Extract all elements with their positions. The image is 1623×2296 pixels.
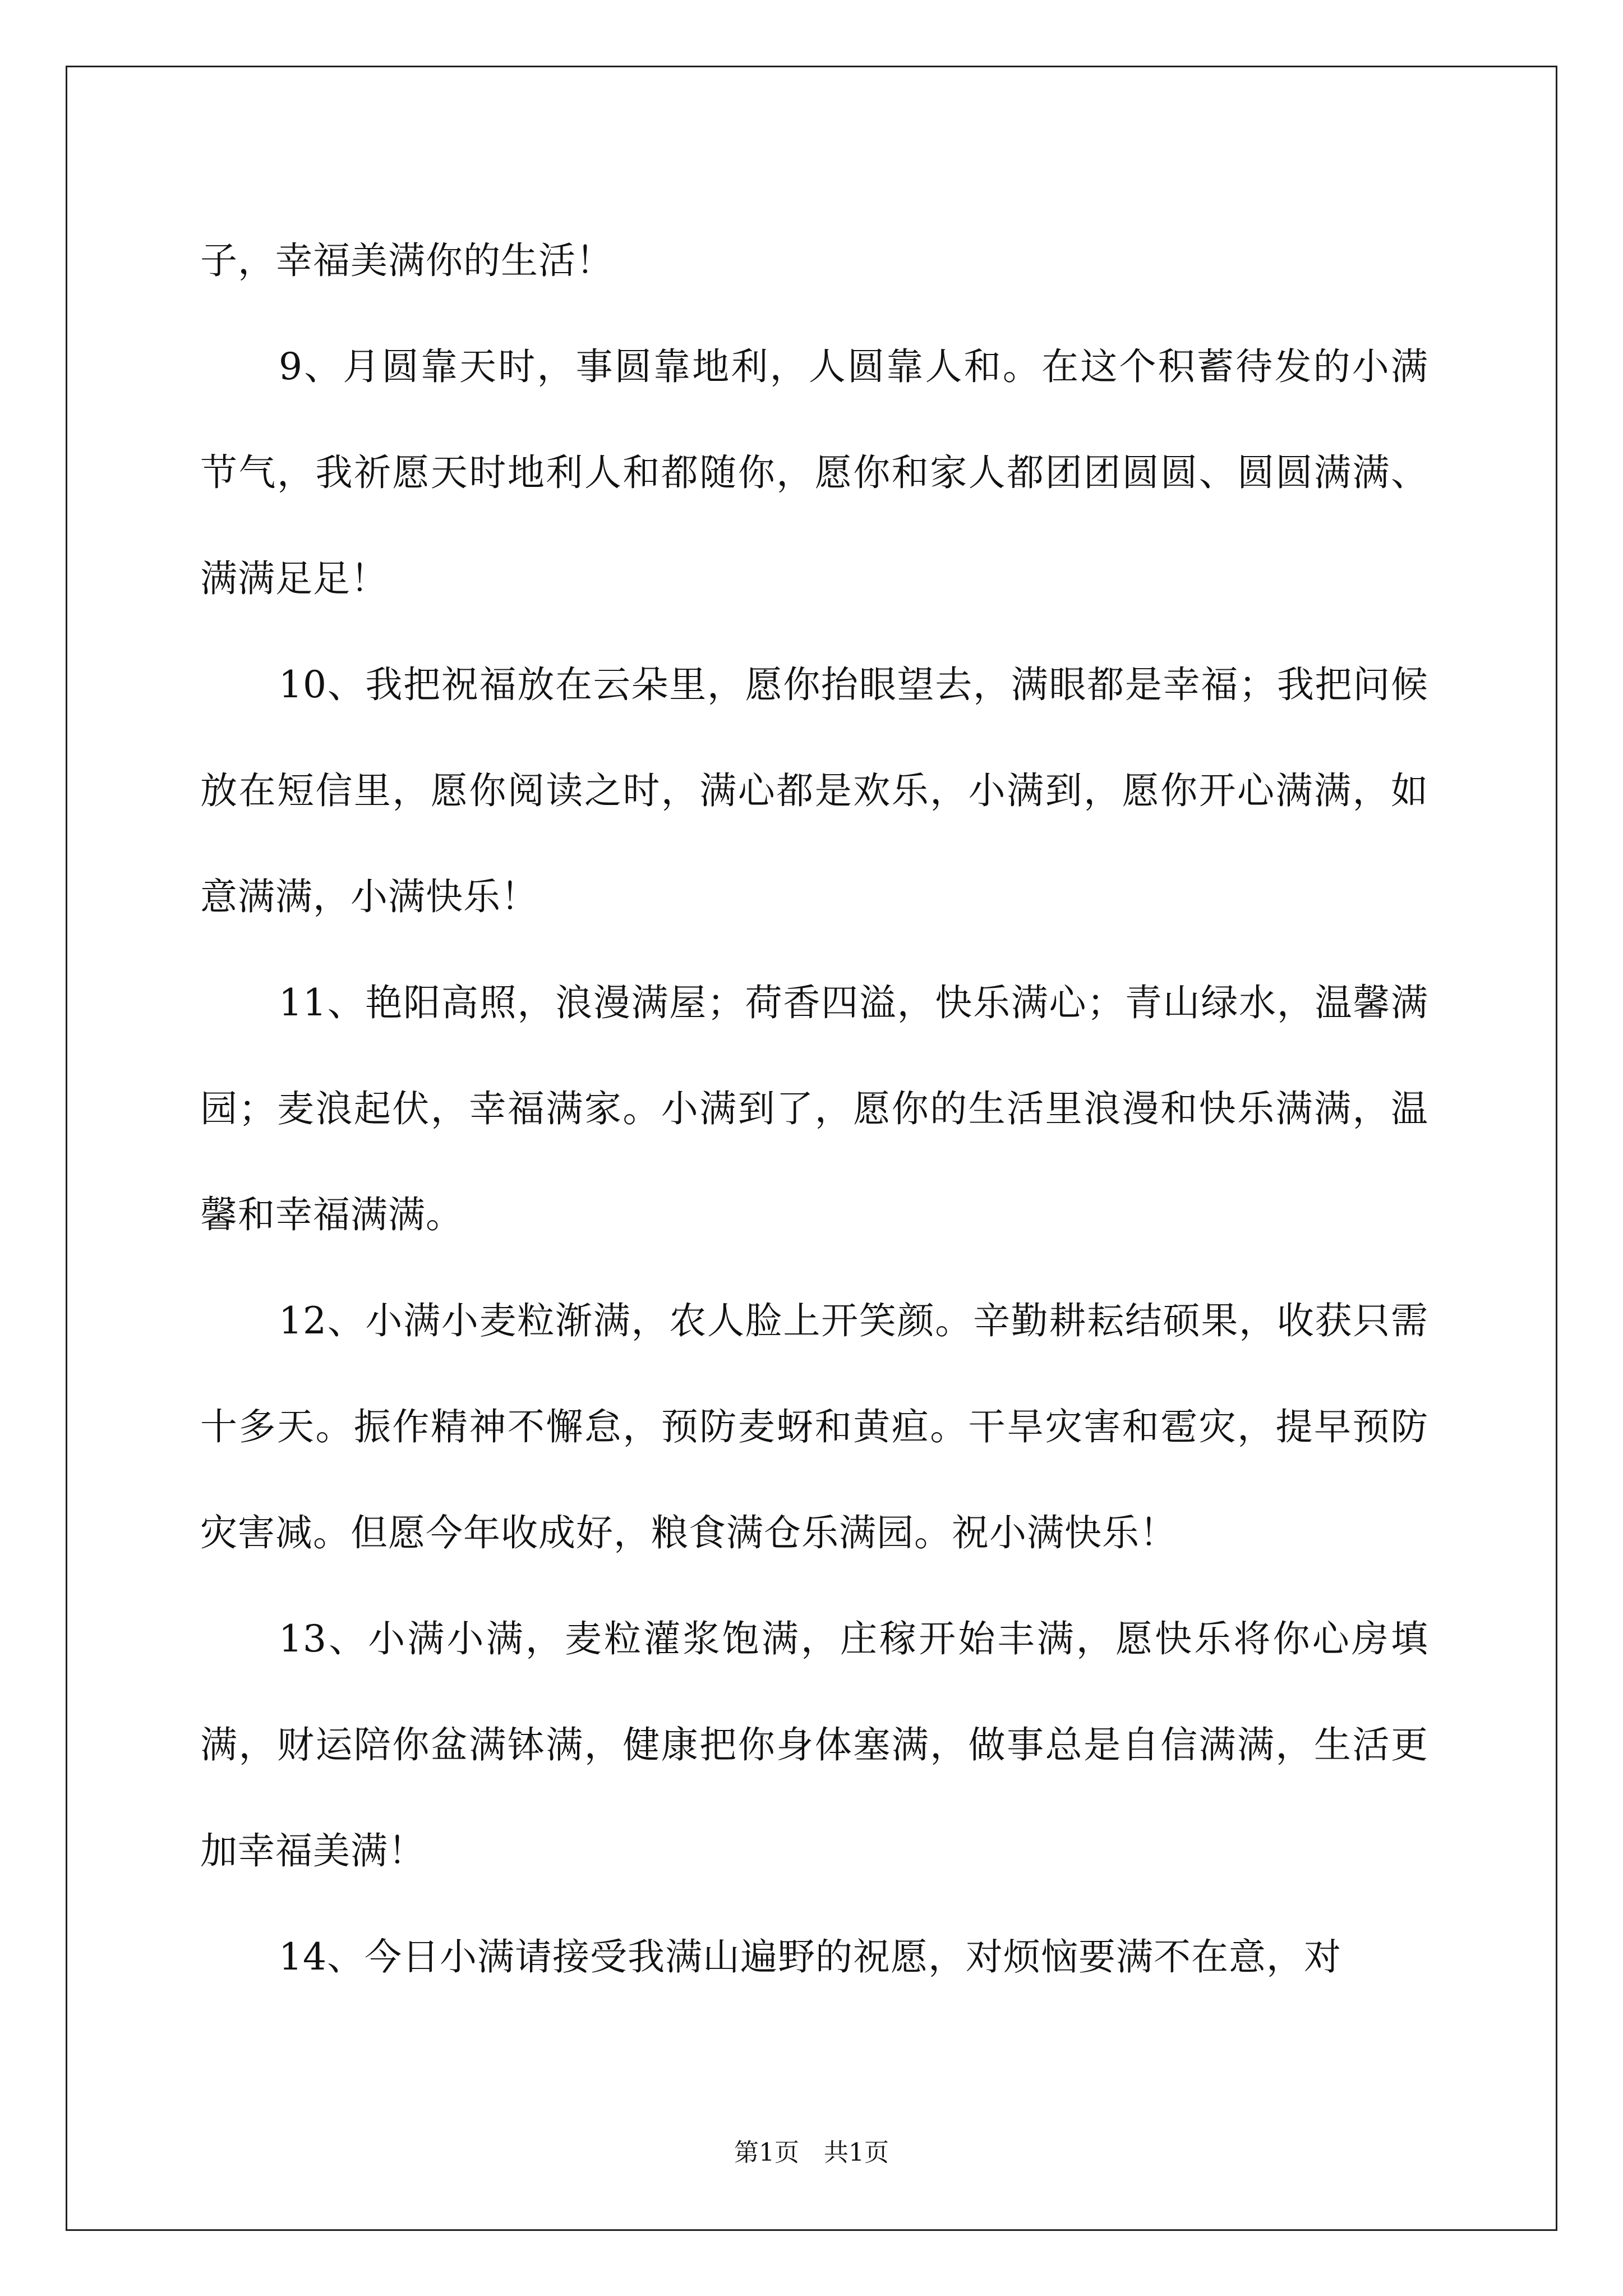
paragraph-item-13: 13、小满小满，麦粒灌浆饱满，庄稼开始丰满，愿快乐将你心房填满，财运陪你盆满钵满，健康把你身体塞满，做事总是自信满满，生活更加幸福美满！	[200, 1617, 1428, 1872]
paragraph-item-9: 9、月圆靠天时，事圆靠地利，人圆靠人和。在这个积蓄待发的小满节气，我祈愿天时地利人和都随你，愿你和家人都团团圆圆、圆圆满满、满满足足！	[200, 345, 1428, 600]
paragraph-continuation: 子，幸福美满你的生活！	[200, 239, 614, 282]
document-body	[200, 208, 1428, 2010]
paragraph-item-12: 12、小满小麦粒渐满，农人脸上开笑颜。辛勤耕耘结硕果，收获只需十多天。振作精神不懈怠，预防麦蚜和黄疸。干旱灾害和雹灾，提早预防灾害减。但愿今年收成好，粮食满仓乐满园。祝小满快乐！	[200, 1299, 1428, 1554]
paragraph-item-11: 11、艳阳高照，浪漫满屋；荷香四溢，快乐满心；青山绿水，温馨满园；麦浪起伏，幸福满家。小满到了，愿你的生活里浪漫和快乐满满，温馨和幸福满满。	[200, 981, 1428, 1236]
paragraph-item-14: 14、今日小满请接受我满山遍野的祝愿，对烦恼要满不在意，对	[279, 1935, 1341, 1978]
paragraph-item-10: 10、我把祝福放在云朵里，愿你抬眼望去，满眼都是幸福；我把问候放在短信里，愿你阅读之时，满心都是欢乐，小满到，愿你开心满满，如意满满，小满快乐！	[200, 663, 1428, 918]
page-footer: 第1页 共1页	[734, 2138, 889, 2167]
